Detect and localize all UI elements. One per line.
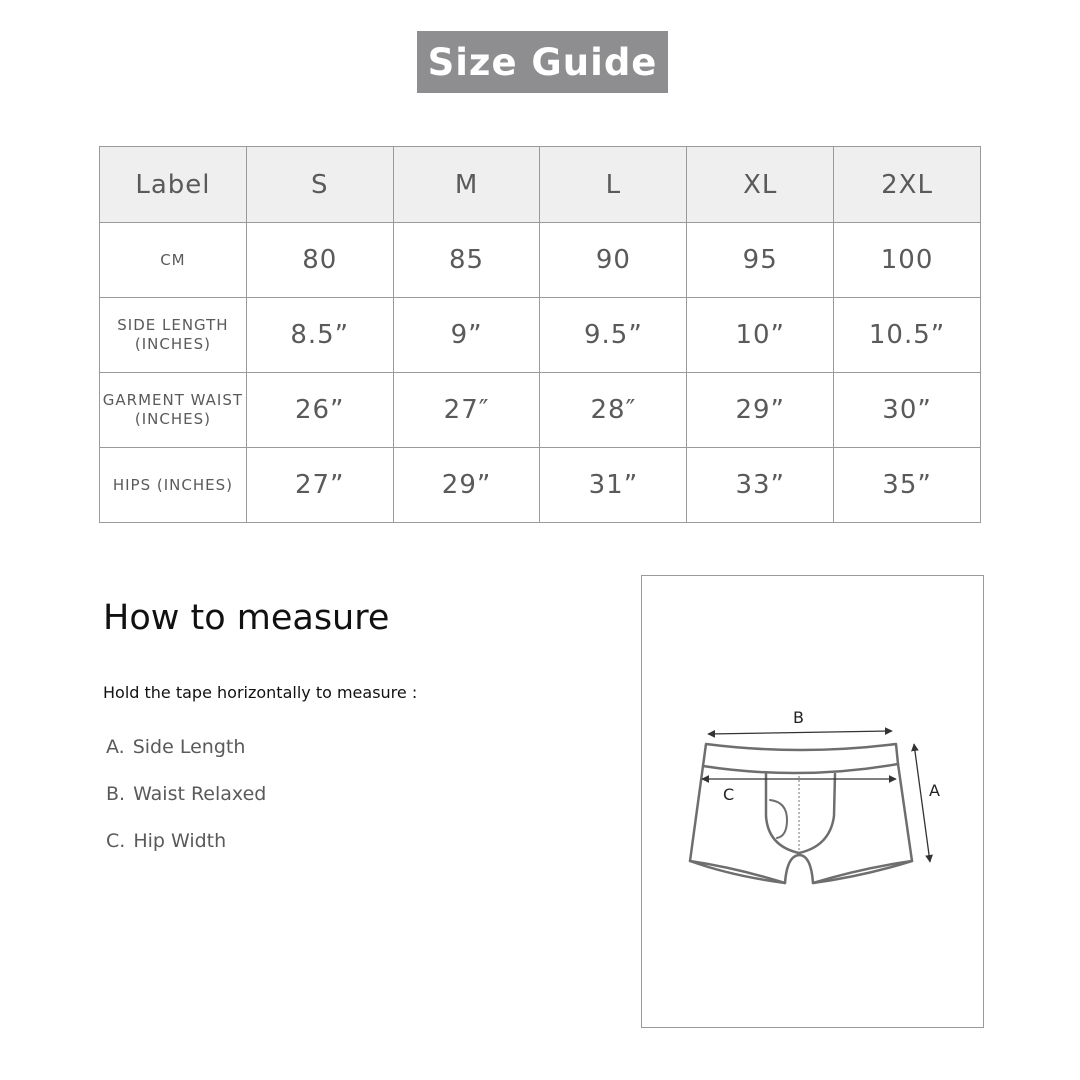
header-cell-s: S [246, 147, 393, 223]
table-cell: 26” [246, 373, 393, 448]
measure-instructions: Hold the tape horizontally to measure : [103, 683, 418, 702]
header-cell-l: L [540, 147, 687, 223]
pouch-outline [766, 773, 835, 853]
size-table [99, 146, 981, 523]
table-cell: 9” [393, 298, 540, 373]
diagram-label-a: A [929, 781, 940, 800]
header-cell-xl: XL [687, 147, 834, 223]
table-cell: 27” [246, 448, 393, 523]
table-row-hips [100, 448, 981, 523]
table-cell: 80 [246, 223, 393, 298]
list-item-letter: C. [106, 830, 126, 852]
leg-hem-left [690, 861, 785, 883]
table-cell: 29” [687, 373, 834, 448]
list-item-text: Hip Width [133, 830, 227, 852]
garment-body-outline [690, 764, 912, 883]
table-cell: 29” [393, 448, 540, 523]
table-cell: 30” [834, 373, 981, 448]
table-cell: 31” [540, 448, 687, 523]
table-cell: 95 [687, 223, 834, 298]
table-cell: 9.5” [540, 298, 687, 373]
table-cell: 35” [834, 448, 981, 523]
table-cell: 33” [687, 448, 834, 523]
table-row-side-length [100, 298, 981, 373]
table-row-cm [100, 223, 981, 298]
table-cell: 28″ [540, 373, 687, 448]
table-header-row [100, 147, 981, 223]
measure-arrow-a [914, 744, 930, 862]
header-cell-2xl: 2XL [834, 147, 981, 223]
diagram-label-c: C [723, 785, 735, 804]
how-to-measure-heading: How to measure [103, 598, 390, 638]
list-item [106, 782, 266, 829]
header-cell-label: Label [100, 147, 247, 223]
table-cell: 10.5” [834, 298, 981, 373]
boxer-brief-illustration [642, 576, 985, 1029]
waistband-outline [703, 744, 898, 773]
list-item-letter: A. [106, 736, 125, 758]
title-banner [417, 31, 668, 93]
table-cell: 100 [834, 223, 981, 298]
table-cell: 10” [687, 298, 834, 373]
row-label: HIPS (INCHES) [100, 448, 247, 523]
list-item-text: Waist Relaxed [133, 783, 267, 805]
table-cell: 8.5” [246, 298, 393, 373]
row-label: SIDE LENGTH (INCHES) [100, 298, 247, 373]
list-item-letter: B. [106, 783, 126, 805]
table-cell: 85 [393, 223, 540, 298]
page-title: Size Guide [427, 40, 658, 84]
list-item [106, 735, 266, 782]
pouch-flap [770, 800, 787, 838]
list-item-text: Side Length [132, 736, 246, 758]
measure-list [106, 735, 266, 876]
measure-arrow-b [708, 731, 892, 734]
row-label: CM [100, 223, 247, 298]
header-cell-m: M [393, 147, 540, 223]
leg-hem-right [813, 861, 912, 883]
table-cell: 27″ [393, 373, 540, 448]
table-cell: 90 [540, 223, 687, 298]
measurement-diagram [641, 575, 984, 1028]
diagram-label-b: B [793, 708, 804, 727]
table-row-garment-waist [100, 373, 981, 448]
list-item [106, 829, 266, 876]
row-label: GARMENT WAIST (INCHES) [100, 373, 247, 448]
